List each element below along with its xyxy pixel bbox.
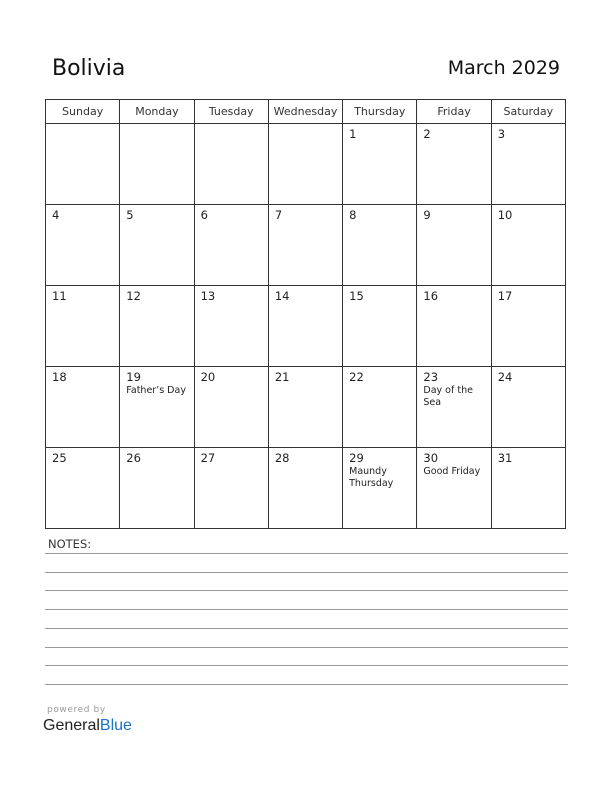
notes-line [45, 628, 568, 629]
day-cell [46, 448, 120, 529]
calendar-grid [45, 99, 566, 529]
day-number: 19 [126, 370, 141, 384]
notes-line [45, 590, 568, 591]
notes-line [45, 572, 568, 573]
weekday-monday: Monday [120, 100, 194, 124]
day-number: 4 [52, 208, 60, 222]
weekday-tuesday: Tuesday [194, 100, 268, 124]
day-number: 1 [349, 127, 357, 141]
day-cell [491, 205, 565, 286]
day-cell [343, 205, 417, 286]
day-cell [491, 286, 565, 367]
day-cell [343, 448, 417, 529]
weekday-thursday: Thursday [343, 100, 417, 124]
day-cell [46, 124, 120, 205]
day-number: 31 [497, 451, 513, 465]
day-cell [343, 286, 417, 367]
day-cell [491, 448, 565, 529]
day-number: 10 [497, 208, 513, 222]
day-cell [268, 205, 342, 286]
week-row [46, 124, 566, 205]
notes-line [45, 553, 568, 554]
logo-text-general: General [43, 717, 100, 734]
day-cell [491, 367, 565, 448]
day-number: 28 [274, 451, 290, 465]
day-number: 7 [274, 208, 283, 222]
holiday-label: Good Friday [423, 466, 481, 477]
day-cell [194, 286, 268, 367]
holiday-label: Father’s Day [126, 385, 186, 396]
day-cell [417, 286, 491, 367]
day-cell [120, 367, 194, 448]
day-number: 25 [52, 451, 67, 465]
day-cell [268, 448, 342, 529]
day-number: 20 [200, 370, 216, 384]
day-number: 22 [349, 370, 364, 384]
day-cell [46, 205, 120, 286]
day-number: 5 [126, 208, 134, 222]
day-number: 29 [349, 451, 364, 465]
day-number: 12 [126, 289, 141, 303]
day-number: 8 [349, 208, 357, 222]
weekday-wednesday: Wednesday [268, 100, 342, 124]
week-row [46, 448, 566, 529]
day-cell [194, 448, 268, 529]
notes-line [45, 665, 568, 666]
day-number: 16 [423, 289, 439, 303]
weekday-header-row [46, 100, 566, 124]
weekday-friday: Friday [417, 100, 491, 124]
day-cell [417, 448, 491, 529]
day-number: 21 [274, 370, 290, 384]
day-cell [120, 448, 194, 529]
weekday-saturday: Saturday [491, 100, 565, 124]
day-number: 11 [52, 289, 67, 303]
logo-text-blue: Blue [99, 717, 132, 734]
day-cell [268, 367, 342, 448]
day-number: 15 [349, 289, 364, 303]
day-number: 30 [423, 451, 439, 465]
day-cell [120, 124, 194, 205]
day-number: 23 [423, 370, 439, 384]
day-number: 26 [126, 451, 141, 465]
day-cell [491, 124, 565, 205]
day-cell [417, 367, 491, 448]
day-number: 13 [200, 289, 216, 303]
week-row [46, 367, 566, 448]
notes-line [45, 609, 568, 610]
day-number: 18 [52, 370, 67, 384]
day-cell [46, 367, 120, 448]
day-cell [343, 124, 417, 205]
day-cell [194, 124, 268, 205]
notes-line [45, 647, 568, 648]
powered-by-text: powered by [47, 705, 106, 715]
week-row [46, 205, 566, 286]
day-number: 24 [497, 370, 513, 384]
country-title: Bolivia [52, 56, 126, 81]
day-cell [120, 286, 194, 367]
day-cell [194, 367, 268, 448]
month-title: March 2029 [447, 57, 560, 79]
day-cell [417, 205, 491, 286]
holiday-label: Day of the Sea [423, 385, 473, 408]
day-number: 9 [423, 208, 431, 222]
notes-label: NOTES: [48, 537, 92, 551]
day-cell [343, 367, 417, 448]
day-cell [268, 124, 342, 205]
weekday-sunday: Sunday [46, 100, 120, 124]
day-cell [194, 205, 268, 286]
week-row [46, 286, 566, 367]
day-cell [46, 286, 120, 367]
generalblue-logo[interactable] [43, 717, 132, 735]
notes-line [45, 684, 568, 685]
day-cell [417, 124, 491, 205]
day-number: 14 [274, 289, 290, 303]
day-number: 3 [497, 127, 506, 141]
day-number: 17 [497, 289, 513, 303]
day-number: 2 [423, 127, 431, 141]
holiday-label: Maundy Thursday [349, 466, 394, 489]
day-cell [120, 205, 194, 286]
day-number: 27 [200, 451, 216, 465]
day-number: 6 [200, 208, 208, 222]
day-cell [268, 286, 342, 367]
